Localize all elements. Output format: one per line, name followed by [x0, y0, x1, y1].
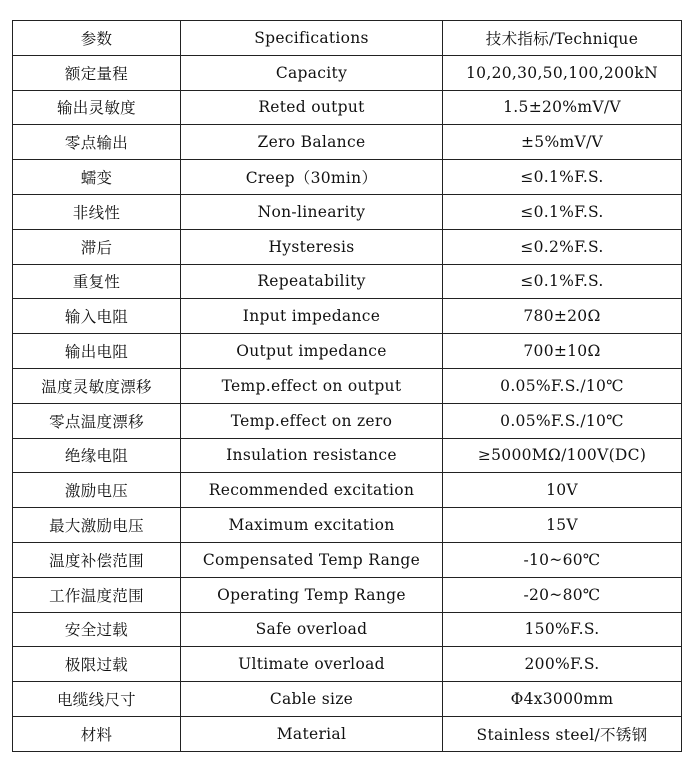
param-cn-cell: 极限过载 — [13, 647, 181, 682]
param-value-cell: 0.05%F.S./10℃ — [443, 403, 682, 438]
param-cn-cell: 温度灵敏度漂移 — [13, 368, 181, 403]
table-row — [13, 612, 682, 647]
param-value-cell: 10,20,30,50,100,200kN — [443, 55, 682, 90]
param-value-cell: Φ4x3000mm — [443, 682, 682, 717]
param-en-cell: Reted output — [181, 90, 443, 125]
param-cn-cell: 零点温度漂移 — [13, 403, 181, 438]
table-row — [13, 577, 682, 612]
param-en-cell: Material — [181, 716, 443, 751]
param-value-cell: ≥5000MΩ/100V(DC) — [443, 438, 682, 473]
param-value-cell: 15V — [443, 508, 682, 543]
param-en-cell: Temp.effect on output — [181, 368, 443, 403]
param-cn-cell: 温度补偿范围 — [13, 542, 181, 577]
param-en-cell: Output impedance — [181, 334, 443, 369]
table-row — [13, 264, 682, 299]
param-value-cell: ≤0.1%F.S. — [443, 194, 682, 229]
table-row — [13, 299, 682, 334]
param-value-cell: ≤0.1%F.S. — [443, 264, 682, 299]
param-value-cell: 1.5±20%mV/V — [443, 90, 682, 125]
param-en-cell: Repeatability — [181, 264, 443, 299]
header-en-cell: Specifications — [181, 21, 443, 56]
table-row — [13, 647, 682, 682]
param-cn-cell: 材料 — [13, 716, 181, 751]
table-row — [13, 160, 682, 195]
table-row — [13, 368, 682, 403]
table-header-row — [13, 21, 682, 56]
header-value-cell: 技术指标/Technique — [443, 21, 682, 56]
param-en-cell: Maximum excitation — [181, 508, 443, 543]
param-cn-cell: 蠕变 — [13, 160, 181, 195]
param-value-cell: -20~80℃ — [443, 577, 682, 612]
param-value-cell: -10~60℃ — [443, 542, 682, 577]
param-value-cell: ≤0.1%F.S. — [443, 160, 682, 195]
param-en-cell: Recommended excitation — [181, 473, 443, 508]
param-en-cell: Capacity — [181, 55, 443, 90]
table-row — [13, 125, 682, 160]
param-en-cell: Hysteresis — [181, 229, 443, 264]
table-row — [13, 438, 682, 473]
param-en-cell: Insulation resistance — [181, 438, 443, 473]
specifications-table — [12, 20, 682, 752]
param-cn-cell: 非线性 — [13, 194, 181, 229]
param-en-cell: Input impedance — [181, 299, 443, 334]
param-value-cell: 700±10Ω — [443, 334, 682, 369]
param-cn-cell: 最大激励电压 — [13, 508, 181, 543]
param-cn-cell: 额定量程 — [13, 55, 181, 90]
table-row — [13, 716, 682, 751]
param-en-cell: Cable size — [181, 682, 443, 717]
param-cn-cell: 输出灵敏度 — [13, 90, 181, 125]
param-en-cell: Compensated Temp Range — [181, 542, 443, 577]
param-cn-cell: 重复性 — [13, 264, 181, 299]
table-row — [13, 194, 682, 229]
param-en-cell: Ultimate overload — [181, 647, 443, 682]
table-row — [13, 473, 682, 508]
param-cn-cell: 绝缘电阻 — [13, 438, 181, 473]
param-en-cell: Temp.effect on zero — [181, 403, 443, 438]
param-en-cell: Operating Temp Range — [181, 577, 443, 612]
table-row — [13, 682, 682, 717]
table-row — [13, 508, 682, 543]
table-row — [13, 55, 682, 90]
specifications-table-body — [13, 21, 682, 752]
param-en-cell: Non-linearity — [181, 194, 443, 229]
param-en-cell: Creep（30min） — [181, 160, 443, 195]
param-cn-cell: 激励电压 — [13, 473, 181, 508]
param-value-cell: 200%F.S. — [443, 647, 682, 682]
table-row — [13, 334, 682, 369]
param-cn-cell: 电缆线尺寸 — [13, 682, 181, 717]
param-cn-cell: 工作温度范围 — [13, 577, 181, 612]
param-value-cell: 150%F.S. — [443, 612, 682, 647]
param-value-cell: 0.05%F.S./10℃ — [443, 368, 682, 403]
param-cn-cell: 零点输出 — [13, 125, 181, 160]
param-value-cell: 10V — [443, 473, 682, 508]
header-cn-cell: 参数 — [13, 21, 181, 56]
param-cn-cell: 输入电阻 — [13, 299, 181, 334]
param-value-cell: Stainless steel/不锈钢 — [443, 716, 682, 751]
param-value-cell: ±5%mV/V — [443, 125, 682, 160]
param-value-cell: ≤0.2%F.S. — [443, 229, 682, 264]
param-cn-cell: 输出电阻 — [13, 334, 181, 369]
table-row — [13, 90, 682, 125]
table-row — [13, 229, 682, 264]
table-row — [13, 403, 682, 438]
table-row — [13, 542, 682, 577]
param-en-cell: Zero Balance — [181, 125, 443, 160]
param-cn-cell: 安全过载 — [13, 612, 181, 647]
param-en-cell: Safe overload — [181, 612, 443, 647]
param-cn-cell: 滞后 — [13, 229, 181, 264]
param-value-cell: 780±20Ω — [443, 299, 682, 334]
